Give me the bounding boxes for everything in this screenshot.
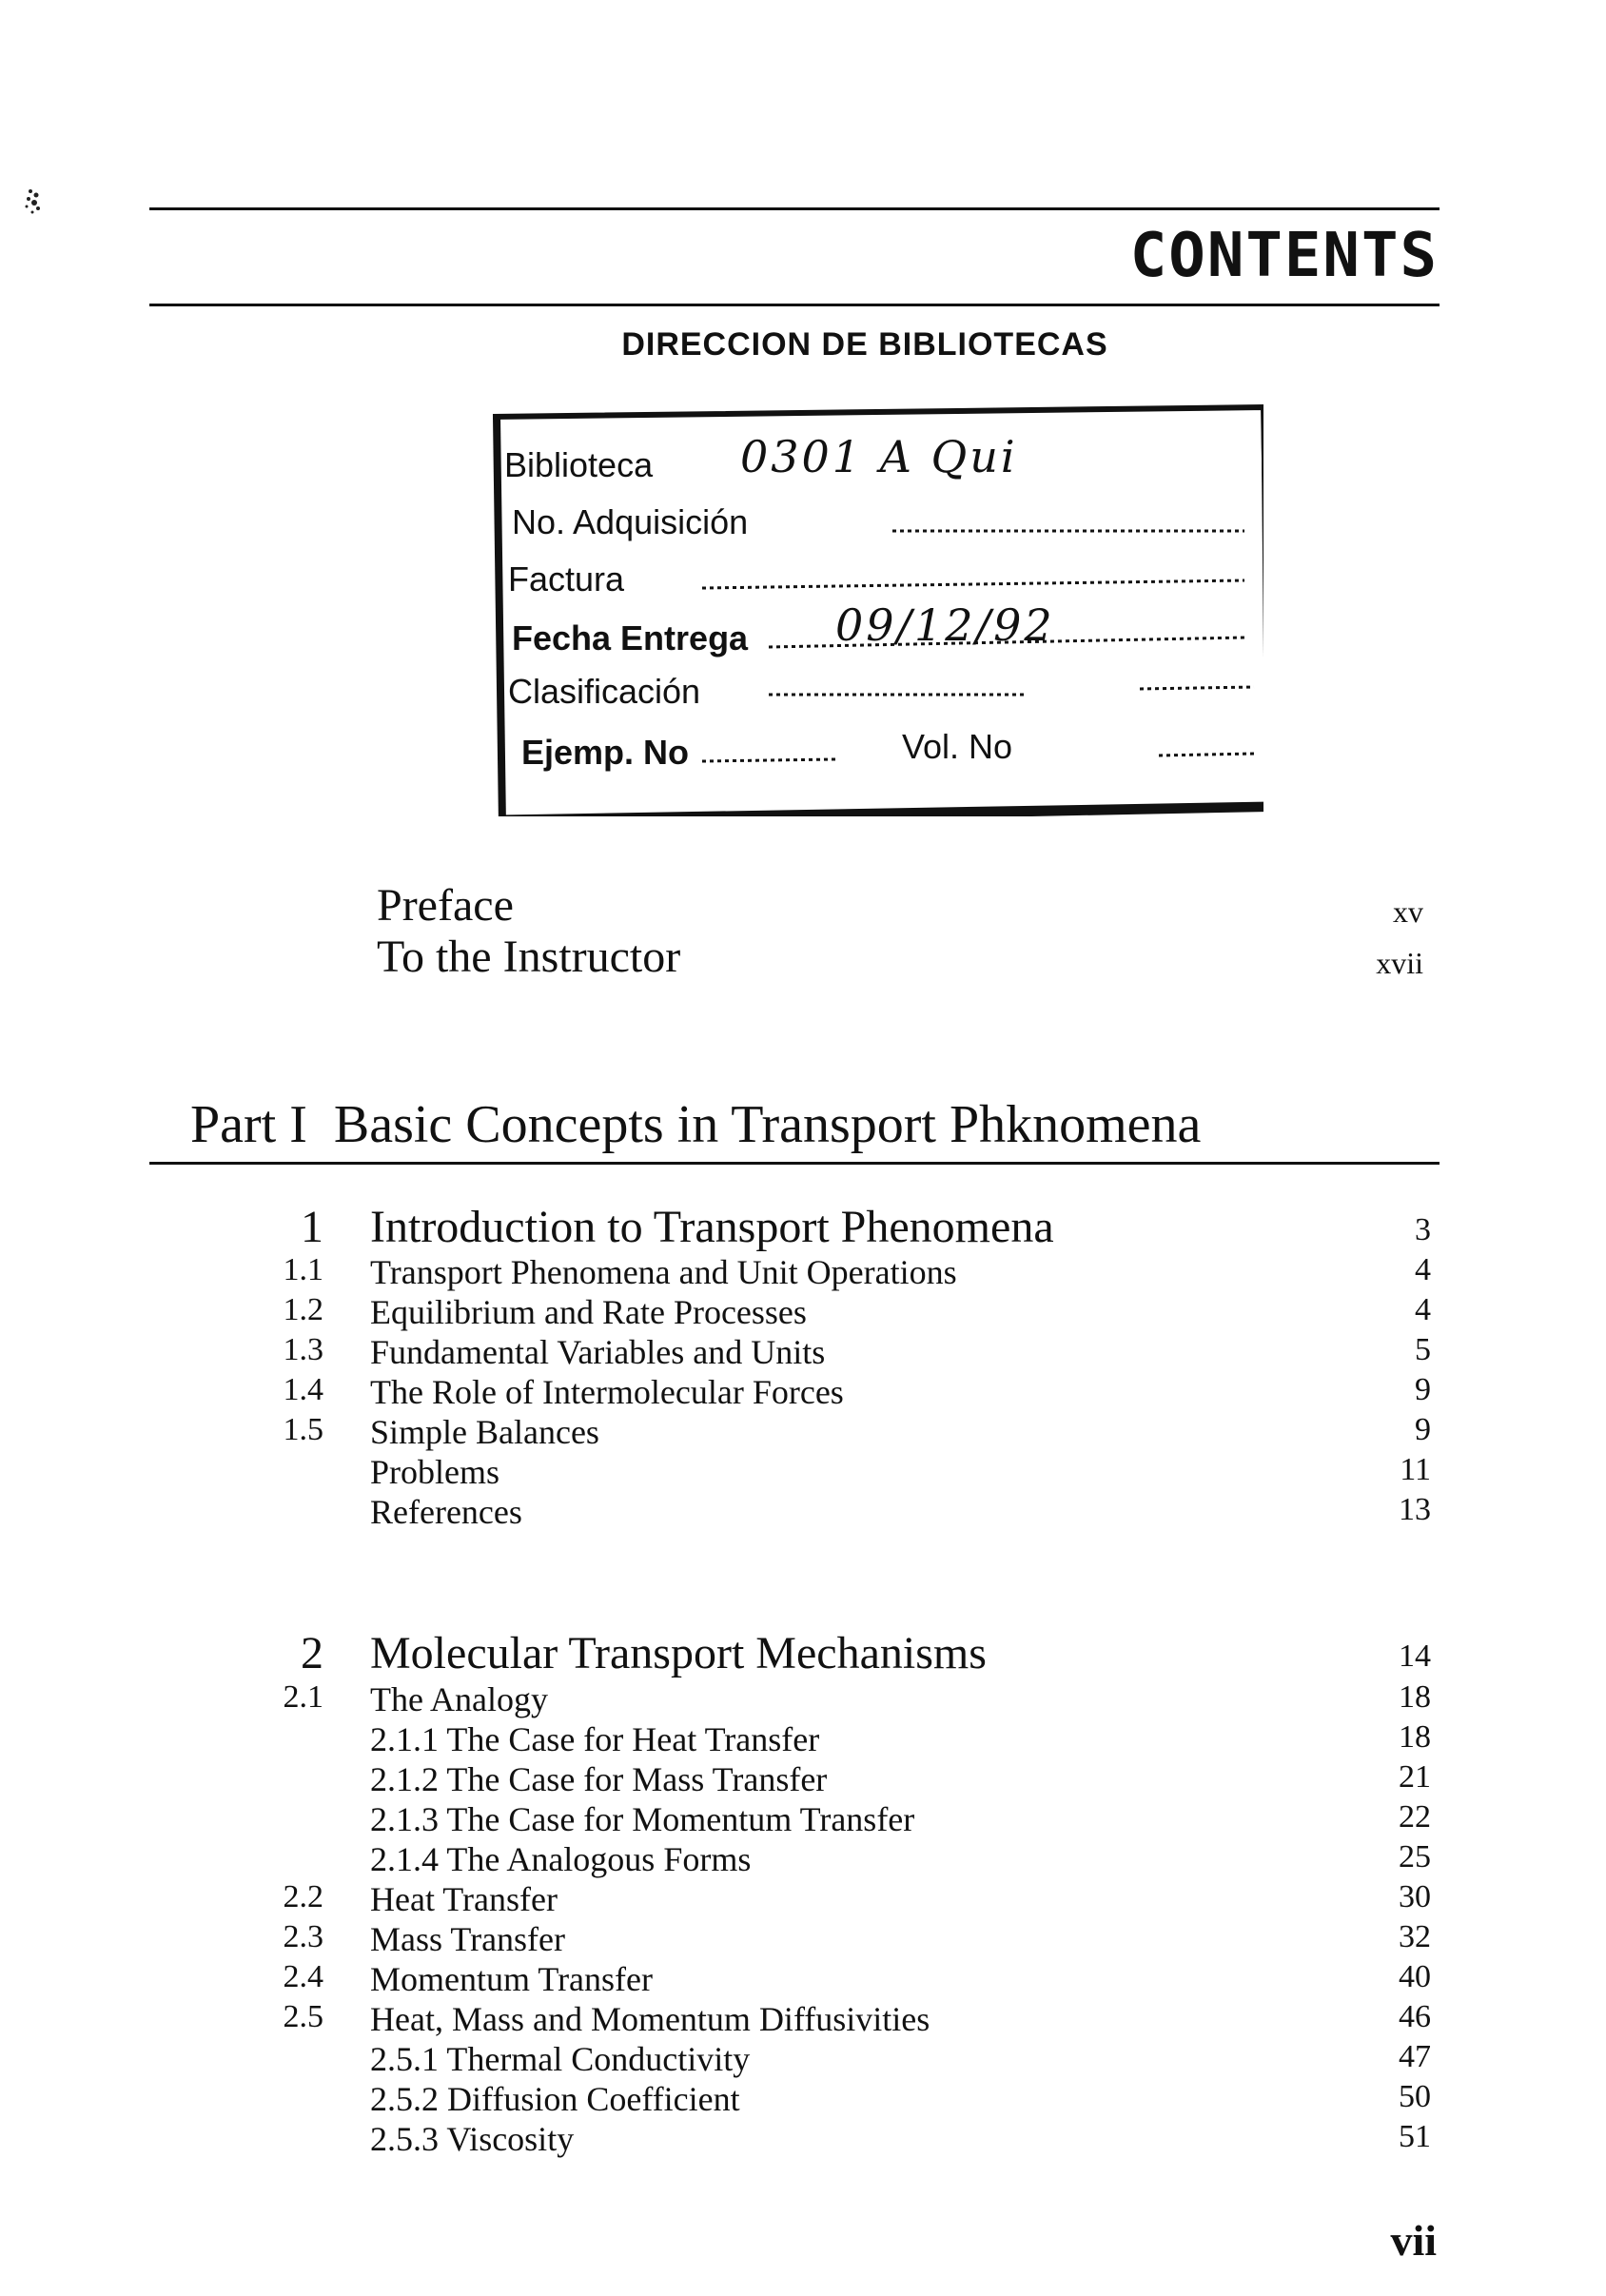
section-title: Simple Balances	[370, 1413, 599, 1451]
section-number: 1.5	[283, 1412, 323, 1447]
section-number: 1.2	[283, 1292, 323, 1327]
section-page: 9	[1415, 1372, 1431, 1407]
stamp-label-volumen: Vol. No	[902, 727, 1013, 766]
section-title: Heat, Mass and Momentum Diffusivities	[370, 2000, 930, 2038]
page-title: CONTENTS	[1129, 221, 1439, 291]
section-page: 18	[1399, 1719, 1431, 1755]
section-title: 2.5.3 Viscosity	[370, 2120, 575, 2158]
section-number: 2.1	[283, 1679, 323, 1715]
library-stamp	[483, 388, 1263, 816]
part-rule	[149, 1162, 1440, 1165]
section-title: Transport Phenomena and Unit Operations	[370, 1253, 957, 1291]
toc-entry	[0, 1959, 1606, 1999]
section-page: 51	[1399, 2119, 1431, 2154]
section-page: 30	[1399, 1879, 1431, 1914]
stamp-label-clasificacion: Clasificación	[508, 672, 701, 711]
scan-speck	[21, 186, 46, 224]
part-heading	[190, 1094, 1201, 1155]
section-page: 5	[1415, 1332, 1431, 1367]
section-title: 2.1.4 The Analogous Forms	[370, 1840, 752, 1878]
section-page: 22	[1399, 1799, 1431, 1835]
toc-entry	[0, 1879, 1606, 1919]
section-page: 40	[1399, 1959, 1431, 1994]
section-page: 47	[1399, 2039, 1431, 2074]
toc-entry	[0, 2119, 1606, 2159]
section-number: 2.2	[283, 1879, 323, 1914]
section-page: 4	[1415, 1252, 1431, 1287]
toc-entry	[0, 1412, 1606, 1452]
toc-entry	[0, 1252, 1606, 1292]
stamp-value-biblioteca: 0301 A Qui	[740, 431, 1018, 482]
toc-preface-page: xv	[1393, 894, 1423, 929]
stamp-label-ejemplar: Ejemp. No	[521, 733, 690, 772]
section-title: 2.5.1 Thermal Conductivity	[370, 2040, 751, 2078]
toc-entry	[0, 1452, 1606, 1492]
chapter-title: Introduction to Transport Phenomena	[370, 1202, 1054, 1252]
toc-instructor-title: To the Instructor	[377, 932, 681, 982]
toc-entry	[0, 1919, 1606, 1959]
toc-entry	[0, 2079, 1606, 2119]
toc-entry	[0, 1292, 1606, 1332]
stamp-value-fecha: 09/12/92	[835, 599, 1055, 651]
section-page: 9	[1415, 1412, 1431, 1447]
chapter-title: Molecular Transport Mechanisms	[370, 1628, 987, 1678]
section-title: The Analogy	[370, 1680, 548, 1718]
section-title: Problems	[370, 1453, 500, 1491]
chapter-page: 3	[1415, 1212, 1431, 1247]
section-title: References	[370, 1493, 522, 1531]
section-title: Momentum Transfer	[370, 1960, 653, 1998]
toc-entry	[0, 1759, 1606, 1799]
section-number: 1.4	[283, 1372, 323, 1407]
toc-chapter-2	[0, 1627, 1606, 1678]
stamp-label-fecha: Fecha Entrega	[512, 618, 749, 657]
toc-instructor-page: xvii	[1376, 946, 1423, 980]
section-page: 25	[1399, 1839, 1431, 1874]
part-label: Part I	[190, 1095, 307, 1154]
page-number: vii	[1390, 2216, 1437, 2265]
section-title: The Role of Intermolecular Forces	[370, 1373, 844, 1411]
section-page: 13	[1399, 1492, 1431, 1527]
toc-entry	[0, 1719, 1606, 1759]
section-number: 1.1	[283, 1252, 323, 1287]
section-number: 2.5	[283, 1999, 323, 2034]
chapter-number: 1	[301, 1202, 323, 1252]
section-title: Mass Transfer	[370, 1920, 566, 1958]
section-title: Equilibrium and Rate Processes	[370, 1293, 807, 1331]
section-page: 18	[1399, 1679, 1431, 1715]
toc-entry	[0, 1799, 1606, 1839]
section-title: 2.5.2 Diffusion Coefficient	[370, 2080, 740, 2118]
stamp-label-factura: Factura	[508, 559, 625, 599]
heading-rule	[149, 304, 1440, 306]
toc-entry	[0, 1332, 1606, 1372]
section-page: 50	[1399, 2079, 1431, 2114]
section-title: Heat Transfer	[370, 1880, 558, 1918]
section-number: 2.4	[283, 1959, 323, 1994]
toc-entry	[0, 1679, 1606, 1719]
stamp-label-adquisicion: No. Adquisición	[512, 502, 749, 541]
stamp-label-biblioteca: Biblioteca	[504, 445, 654, 484]
toc-chapter-1	[0, 1201, 1606, 1252]
chapter-number: 2	[301, 1628, 323, 1678]
toc-entry	[0, 1492, 1606, 1532]
top-rule	[149, 207, 1440, 210]
section-page: 4	[1415, 1292, 1431, 1327]
section-number: 2.3	[283, 1919, 323, 1954]
toc-entry	[0, 2039, 1606, 2079]
section-title: 2.1.3 The Case for Momentum Transfer	[370, 1800, 915, 1838]
section-page: 32	[1399, 1919, 1431, 1954]
section-page: 46	[1399, 1999, 1431, 2034]
section-number: 1.3	[283, 1332, 323, 1367]
toc-entry	[0, 1839, 1606, 1879]
chapter-page: 14	[1399, 1639, 1431, 1674]
toc-entry	[0, 1372, 1606, 1412]
part-title: Basic Concepts in Transport Phknomena	[333, 1095, 1202, 1154]
toc-entry	[0, 1999, 1606, 2039]
section-title: 2.1.1 The Case for Heat Transfer	[370, 1720, 820, 1758]
section-title: 2.1.2 The Case for Mass Transfer	[370, 1760, 828, 1798]
stamp-header: DIRECCION DE BIBLIOTECAS	[621, 326, 1108, 363]
section-page: 11	[1400, 1452, 1431, 1487]
section-page: 21	[1399, 1759, 1431, 1795]
section-title: Fundamental Variables and Units	[370, 1333, 826, 1371]
toc-preface-title: Preface	[377, 880, 514, 931]
